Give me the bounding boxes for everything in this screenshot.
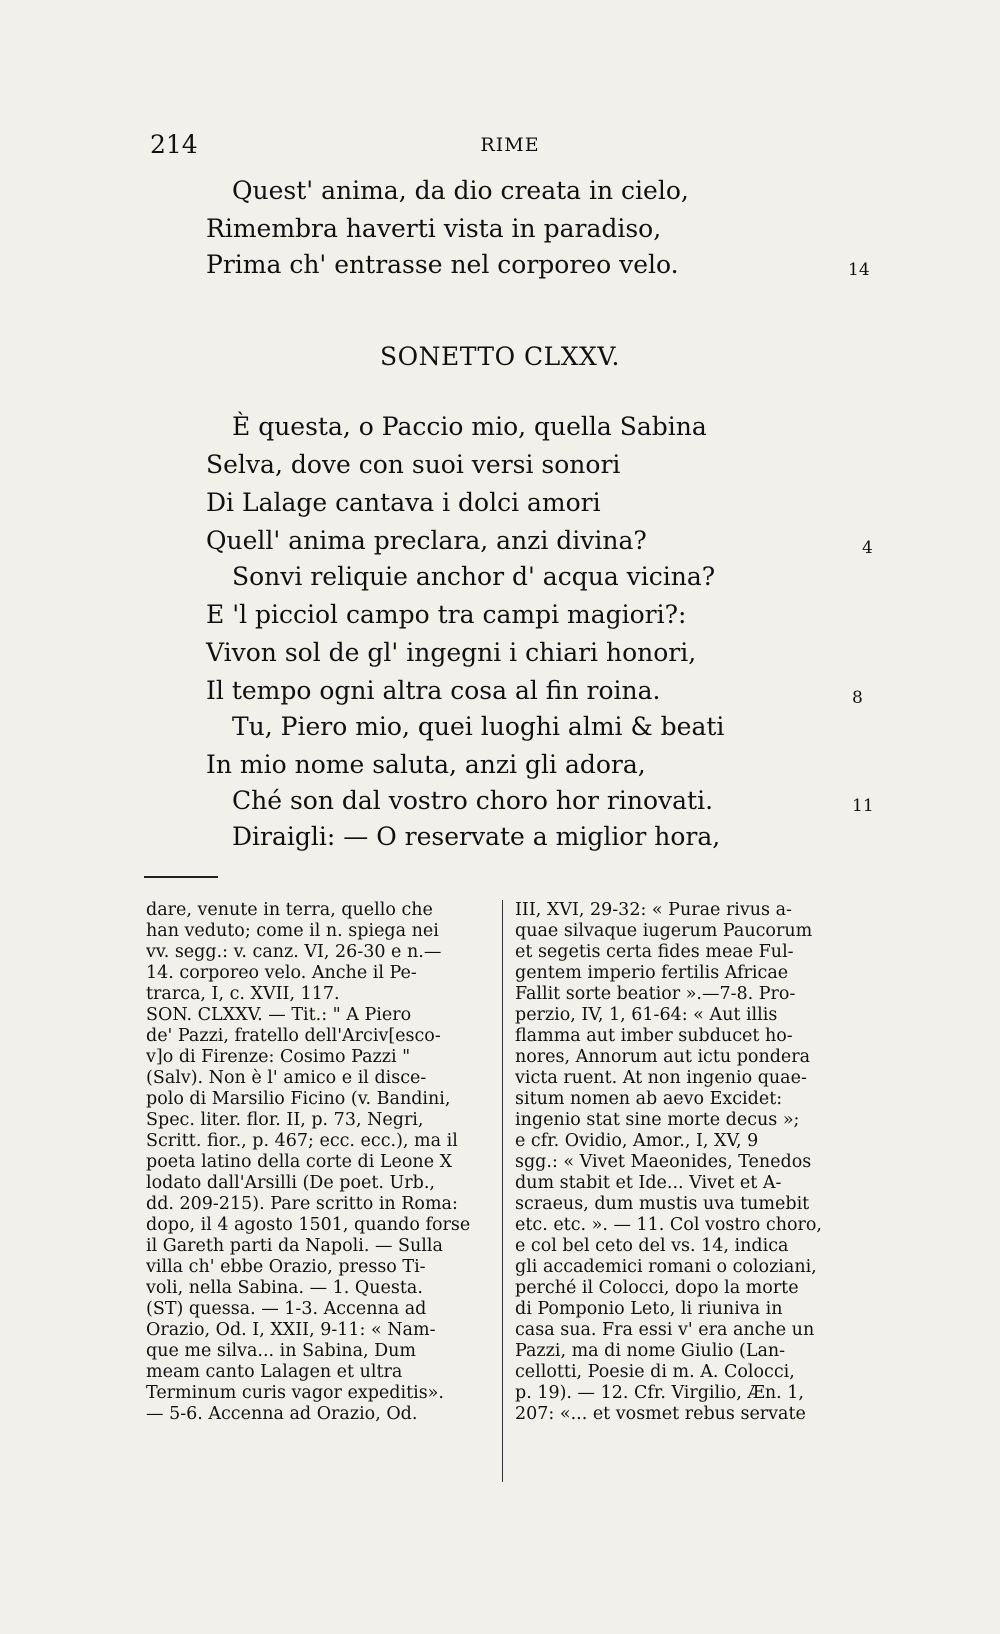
note-line: flamma aut imber subducet ho- [515,1026,793,1046]
note-line: scraeus, dum mustis uva tumebit [515,1194,810,1214]
note-line: il Gareth parti da Napoli. — Sulla [146,1236,443,1256]
note-line: nores, Annorum aut ictu pondera [515,1047,811,1067]
note-line: perzio, IV, 1, 61-64: « Aut illis [515,1005,778,1025]
note-line: perché il Colocci, dopo la morte [515,1278,799,1298]
note-line: di Pomponio Leto, li riuniva in [515,1299,783,1319]
note-line: que me silva... in Sabina, Dum [146,1341,417,1361]
top-verse-line: Rimembra haverti vista in paradiso, [206,214,662,243]
sonnet-line: In mio nome saluta, anzi gli adora, [206,750,646,779]
line-number: 14 [848,260,870,280]
note-line: dopo, il 4 agosto 1501, quando forse [146,1215,471,1235]
sonnet-line: Vivon sol de gl' ingegni i chiari honori, [206,638,697,667]
note-line: Spec. liter. flor. II, p. 73, Negri, [146,1110,424,1130]
note-line: etc. etc. ». — 11. Col vostro choro, [515,1215,822,1235]
note-line: han veduto; come il n. spiega nei [146,921,439,941]
note-line: Scritt. fior., p. 467; ecc. ecc.), ma il [146,1131,458,1151]
note-line: dare, venute in terra, quello che [146,900,433,920]
note-line: p. 19). — 12. Cfr. Virgilio, Æn. 1, [515,1383,804,1403]
top-verse-line: Prima ch' entrasse nel corporeo velo. [206,250,679,279]
note-line: dd. 209-215). Pare scritto in Roma: [146,1194,458,1214]
note-line: polo di Marsilio Ficino (v. Bandini, [146,1089,451,1109]
sonnet-title: SONETTO CLXXV. [380,342,620,371]
note-line: Fallit sorte beatior ».—7-8. Pro- [515,984,796,1004]
footnote-rule [144,876,218,878]
note-line: casa sua. Fra essi v' era anche un [515,1320,815,1340]
sonnet-line: Selva, dove con suoi versi sonori [206,450,621,479]
note-line: III, XVI, 29-32: « Purae rivus a- [515,900,792,920]
note-line: vv. segg.: v. canz. VI, 26-30 e n.— [146,942,442,962]
running-head: RIME [480,134,540,156]
sonnet-line: Diraigli: — O reservate a miglior hora, [232,822,721,851]
sonnet-line: Ché son dal vostro choro hor rinovati. [232,786,714,815]
note-line: situm nomen ab aevo Excidet: [515,1089,783,1109]
note-line: (ST) quessa. — 1-3. Accenna ad [146,1299,427,1319]
note-line: e cfr. Ovidio, Amor., I, XV, 9 [515,1131,759,1151]
note-line: Pazzi, ma di nome Giulio (Lan- [515,1341,786,1361]
note-line: villa ch' ebbe Orazio, presso Ti- [146,1257,426,1277]
note-line: SON. CLXXV. — Tit.: " A Piero [146,1005,412,1025]
note-line: meam canto Lalagen et ultra [146,1362,403,1382]
sonnet-line: Il tempo ogni altra cosa al fin roina. [206,676,661,705]
note-line: 207: «... et vosmet rebus servate [515,1404,806,1424]
note-line: victa ruent. At non ingenio quae- [515,1068,807,1088]
page-header [150,130,870,164]
note-line: e col bel ceto del vs. 14, indica [515,1236,789,1256]
note-line: de' Pazzi, fratello dell'Arciv[esco- [146,1026,441,1046]
note-line: v]o di Firenze: Cosimo Pazzi " [146,1047,411,1067]
sonnet-line: È questa, o Paccio mio, quella Sabina [232,412,707,441]
sonnet-line: Quell' anima preclara, anzi divina? [206,526,647,555]
line-number: 11 [852,796,874,816]
line-number: 8 [852,688,863,708]
page-number: 214 [150,130,198,159]
note-line: Orazio, Od. I, XXII, 9-11: « Nam- [146,1320,436,1340]
note-line: poeta latino della corte di Leone X [146,1152,453,1172]
note-line: sgg.: « Vivet Maeonides, Tenedos [515,1152,812,1172]
line-number: 4 [862,538,873,558]
note-line: et segetis certa fides meae Ful- [515,942,794,962]
notes-left-column [146,900,491,1425]
note-line: Terminum curis vagor expeditis». [146,1383,444,1403]
top-verse-line: Quest' anima, da dio creata in cielo, [232,176,689,205]
note-line: gentem imperio fertilis Africae [515,963,789,983]
column-divider [502,900,503,1482]
note-line: dum stabit et Ide... Vivet et A- [515,1173,782,1193]
note-line: voli, nella Sabina. — 1. Questa. [146,1278,423,1298]
sonnet-line: Sonvi reliquie anchor d' acqua vicina? [232,562,716,591]
note-line: (Salv). Non è l' amico e il disce- [146,1068,427,1088]
sonnet-line: Di Lalage cantava i dolci amori [206,488,601,517]
note-line: gli accademici romani o coloziani, [515,1257,817,1277]
note-line: quae silvaque iugerum Paucorum [515,921,813,941]
note-line: cellotti, Poesie di m. A. Colocci, [515,1362,795,1382]
note-line: 14. corporeo velo. Anche il Pe- [146,963,417,983]
sonnet-line: Tu, Piero mio, quei luoghi almi & beati [232,712,725,741]
notes-right-column [515,900,870,1425]
note-line: — 5-6. Accenna ad Orazio, Od. [146,1404,418,1424]
note-line: ingenio stat sine morte decus »; [515,1110,800,1130]
note-line: trarca, I, c. XVII, 117. [146,984,340,1004]
note-line: lodato dall'Arsilli (De poet. Urb., [146,1173,435,1193]
sonnet-line: E 'l picciol campo tra campi magiori?: [206,600,687,629]
